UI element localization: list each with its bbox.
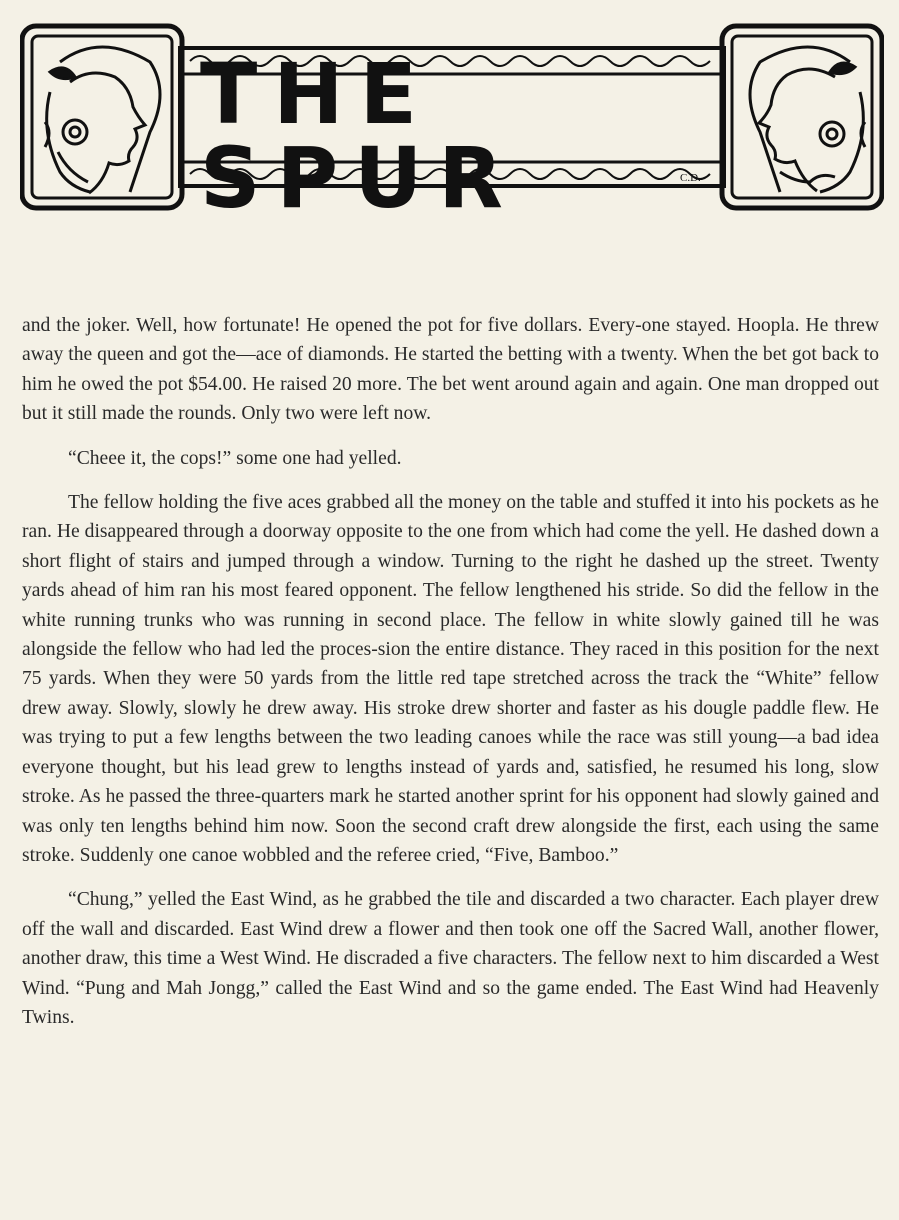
paragraph-1: and the joker. Well, how fortunate! He opened the pot for five dollars. Every-one stayed. Hoopla. He threw away the queen and got the—ace of diamonds. He started the betting with a twenty. When the bet got back to him he owed the pot $54.00. He raised 20 more. The bet went around again and again. One man dropped out but it still made the rounds. Only two were left now. (22, 315, 879, 425)
masthead-title: THE SPUR (200, 45, 519, 227)
masthead (20, 22, 884, 227)
artist-initials: C.D. (680, 172, 701, 184)
paragraph-4: “Chung,” yelled the East Wind, as he grabbed the tile and discarded a two character. Each player drew off the wall and discarded. East Wind drew a flower and then took one off the Sacred Wall, another flower, another draw, this time a West Wind. He discraded a five characters. The fellow next to him discarded a West Wind. “Pung and Mah Jongg,” called the East Wind and so the game ended. The East Wind had Heavenly Twins. (22, 889, 879, 1028)
right-portrait-icon (750, 47, 865, 192)
article-body (22, 311, 879, 1047)
paragraph-3: The fellow holding the five aces grabbed all the money on the table and stuffed it into his pockets as he ran. He disappeared through a doorway opposite to the one from which had come the yell. He dashed down a short flight of stairs and jumped through a window. Turning to the right he dashed up the street. Twenty yards ahead of him ran his most feared opponent. The fellow lengthened his stride. So did the fellow in the white running trunks who was running in second place. The fellow in white slowly gained till he was alongside the fellow who had led the proces-sion the entire distance. They raced in this position for the next 75 yards. When they were 50 yards from the little red tape stretched across the track the “White” fellow drew away. Slowly, slowly he drew away. His stroke drew shorter and faster as his dougle paddle flew. He was trying to put a few lengths between the two leading canoes while the race was still young—a bad idea everyone thought, but his lead grew to lengths instead of yards and, satisfied, he resumed his long, slow stroke. As he passed the three-quarters mark he started another sprint for his opponent had slowly gained and was only ten lengths behind him now. Soon the second craft drew alongside the first, each using the same stroke. Suddenly one canoe wobbled and the referee cried, “Five, Bamboo.” (22, 492, 879, 866)
left-portrait-icon (45, 47, 160, 193)
paragraph-2: “Cheee it, the cops!” some one had yelled. (68, 447, 402, 469)
